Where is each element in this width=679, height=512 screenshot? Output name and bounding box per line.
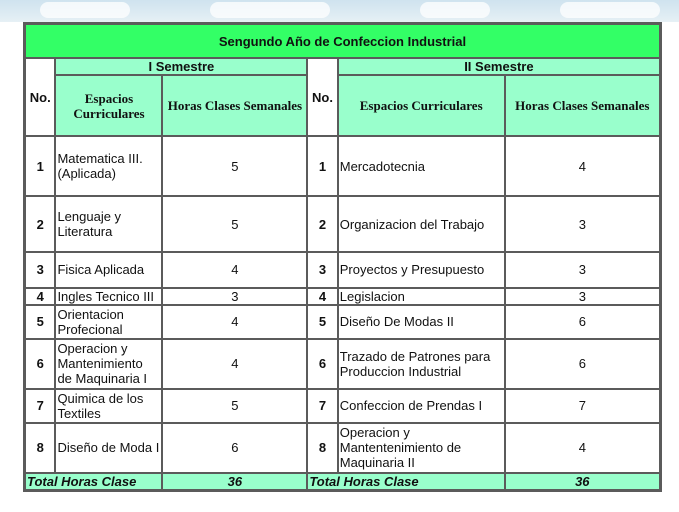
row-number-s2: 3 xyxy=(307,252,337,287)
row-number-s1: 3 xyxy=(25,252,55,287)
subject-s1: Quimica de los Textiles xyxy=(55,389,162,423)
col-header-espacios-s2: Espacios Curriculares xyxy=(338,75,505,136)
row-number-s1: 8 xyxy=(25,423,55,473)
table-row xyxy=(25,252,660,287)
subject-s2: Proyectos y Presupuesto xyxy=(338,252,505,287)
hours-s2: 3 xyxy=(505,196,660,252)
row-number-s1: 4 xyxy=(25,288,55,305)
cloud-decoration xyxy=(210,2,330,18)
subject-s1: Ingles Tecnico III xyxy=(55,288,162,305)
subject-s1: Matematica III. (Aplicada) xyxy=(55,136,162,196)
hours-s1: 5 xyxy=(162,196,307,252)
col-header-no-s2: No. xyxy=(307,58,337,136)
semester-header-1: I Semestre xyxy=(55,58,307,75)
hours-s1: 5 xyxy=(162,136,307,196)
row-number-s2: 6 xyxy=(307,339,337,389)
row-number-s2: 5 xyxy=(307,305,337,339)
hours-s1: 3 xyxy=(162,288,307,305)
row-number-s1: 7 xyxy=(25,389,55,423)
table-row xyxy=(25,288,660,305)
col-header-horas-s1: Horas Clases Semanales xyxy=(162,75,307,136)
row-number-s2: 1 xyxy=(307,136,337,196)
row-number-s1: 1 xyxy=(25,136,55,196)
hours-s2: 6 xyxy=(505,305,660,339)
total-value-s1: 36 xyxy=(162,473,307,490)
background-sky-strip xyxy=(0,0,679,22)
row-number-s1: 6 xyxy=(25,339,55,389)
subject-s1: Diseño de Moda I xyxy=(55,423,162,473)
cloud-decoration xyxy=(560,2,660,18)
subject-s1: Lenguaje y Literatura xyxy=(55,196,162,252)
subject-s2: Mercadotecnia xyxy=(338,136,505,196)
subject-s2: Diseño De Modas II xyxy=(338,305,505,339)
cloud-decoration xyxy=(420,2,490,18)
subject-s1: Fisica Aplicada xyxy=(55,252,162,287)
table-title: Sengundo Año de Confeccion Industrial xyxy=(25,24,660,58)
hours-s1: 4 xyxy=(162,339,307,389)
col-header-horas-s2: Horas Clases Semanales xyxy=(505,75,660,136)
total-label-s2: Total Horas Clase xyxy=(307,473,504,490)
row-number-s2: 4 xyxy=(307,288,337,305)
total-value-s2: 36 xyxy=(505,473,660,490)
row-number-s1: 5 xyxy=(25,305,55,339)
table-row xyxy=(25,423,660,473)
hours-s2: 7 xyxy=(505,389,660,423)
hours-s2: 3 xyxy=(505,252,660,287)
table-row xyxy=(25,305,660,339)
table-row xyxy=(25,136,660,196)
hours-s1: 5 xyxy=(162,389,307,423)
col-header-espacios-s1: Espacios Curriculares xyxy=(55,75,162,136)
subject-s2: Trazado de Patrones para Produccion Industrial xyxy=(338,339,505,389)
subject-s1: Operacion y Mantenimiento de Maquinaria I xyxy=(55,339,162,389)
row-number-s2: 7 xyxy=(307,389,337,423)
row-number-s2: 8 xyxy=(307,423,337,473)
total-label-s1: Total Horas Clase xyxy=(25,473,162,490)
col-header-no-s1: No. xyxy=(25,58,55,136)
row-number-s1: 2 xyxy=(25,196,55,252)
hours-s2: 4 xyxy=(505,136,660,196)
hours-s2: 6 xyxy=(505,339,660,389)
table-row xyxy=(25,339,660,389)
table-row xyxy=(25,389,660,423)
hours-s1: 4 xyxy=(162,252,307,287)
subject-s2: Confeccion de Prendas I xyxy=(338,389,505,423)
subject-s2: Operacion y Mantentenimiento de Maquinaria II xyxy=(338,423,505,473)
subject-s2: Legislacion xyxy=(338,288,505,305)
curriculum-table xyxy=(23,22,662,492)
row-number-s2: 2 xyxy=(307,196,337,252)
subject-s2: Organizacion del Trabajo xyxy=(338,196,505,252)
table-row xyxy=(25,196,660,252)
semester-header-2: II Semestre xyxy=(338,58,660,75)
hours-s2: 4 xyxy=(505,423,660,473)
hours-s1: 6 xyxy=(162,423,307,473)
cloud-decoration xyxy=(40,2,130,18)
hours-s1: 4 xyxy=(162,305,307,339)
hours-s2: 3 xyxy=(505,288,660,305)
subject-s1: Orientacion Profecional xyxy=(55,305,162,339)
